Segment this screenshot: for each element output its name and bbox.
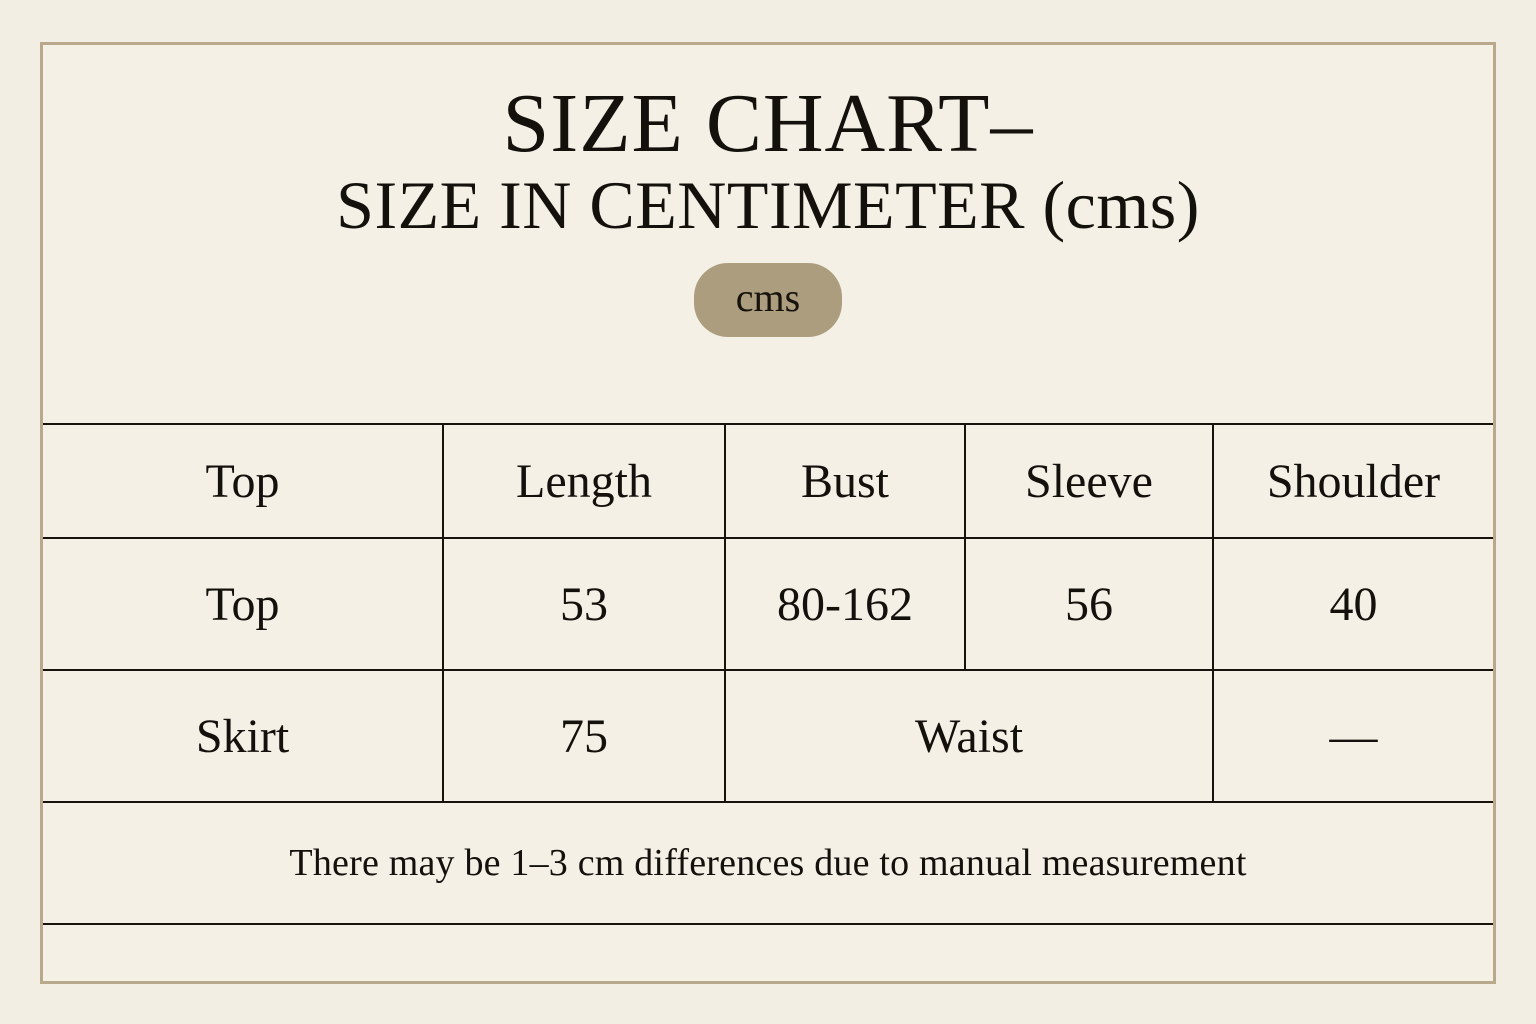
cell-top-shoulder: 40 [1213, 538, 1493, 670]
table-row [43, 670, 1493, 802]
cell-top-label: Top [43, 538, 443, 670]
cell-skirt-label: Skirt [43, 670, 443, 802]
table-header-row [43, 424, 1493, 538]
cell-top-bust: 80-162 [725, 538, 965, 670]
cell-top-length: 53 [443, 538, 725, 670]
cell-skirt-waist: Waist [725, 670, 1213, 802]
column-header-sleeve: Sleeve [965, 424, 1213, 538]
column-header-bust: Bust [725, 424, 965, 538]
unit-badge: cms [694, 263, 842, 337]
table-row [43, 538, 1493, 670]
unit-badge-wrap [43, 263, 1493, 337]
column-header-top: Top [43, 424, 443, 538]
cell-top-sleeve: 56 [965, 538, 1213, 670]
chart-frame [40, 42, 1496, 984]
column-header-shoulder: Shoulder [1213, 424, 1493, 538]
measurements-table [43, 423, 1493, 925]
cell-skirt-length: 75 [443, 670, 725, 802]
footnote-text: There may be 1–3 cm differences due to manual measurement [43, 802, 1493, 924]
page-title-line-2: SIZE IN CENTIMETER (cms) [336, 167, 1200, 244]
table-footnote-row [43, 802, 1493, 924]
cell-skirt-shoulder: — [1213, 670, 1493, 802]
page-title-line-1: SIZE CHART– [502, 77, 1034, 170]
chart-header [43, 45, 1493, 337]
column-header-length: Length [443, 424, 725, 538]
